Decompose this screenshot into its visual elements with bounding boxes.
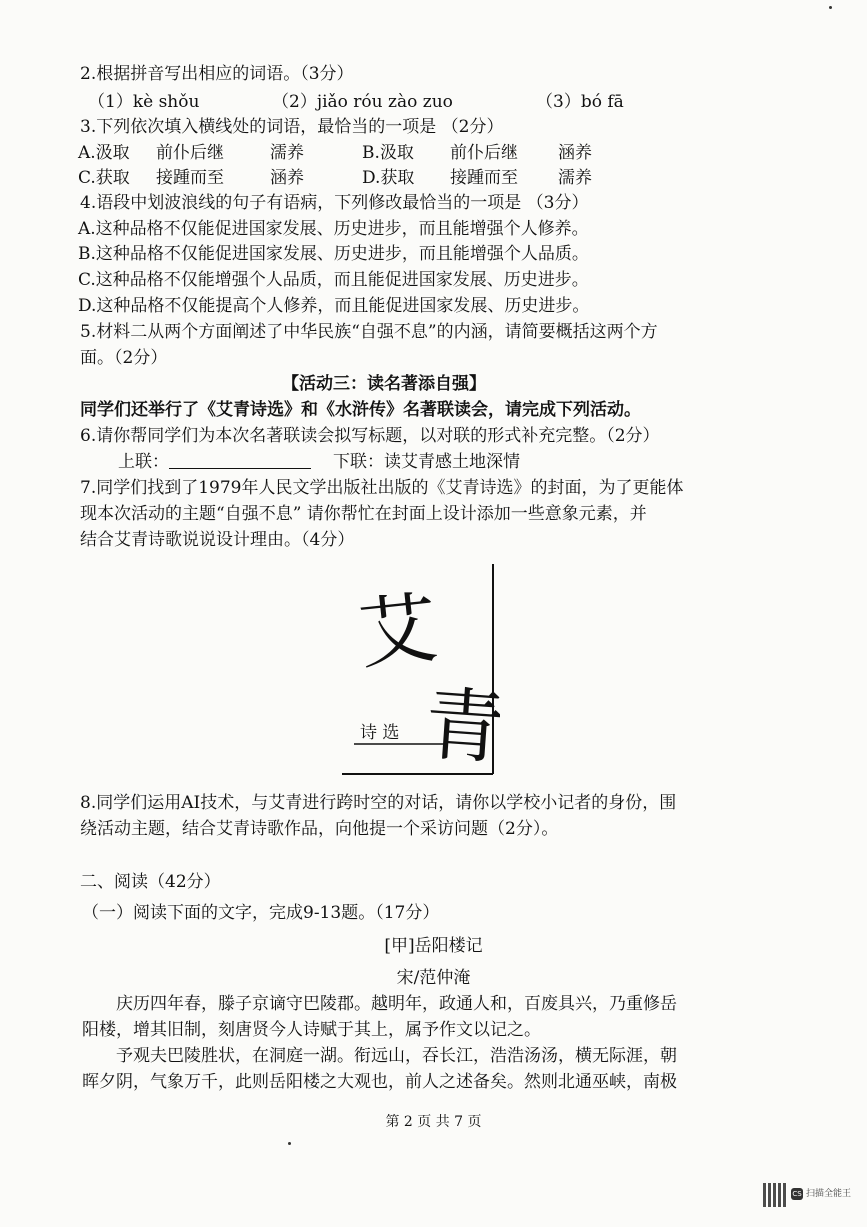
- q7-line-3: 结合艾青诗歌说说设计理由。（4分）: [80, 530, 355, 550]
- q3-d-word3: 濡养: [558, 168, 592, 188]
- activity3-title: 【活动三：读名著添自强】: [282, 374, 486, 394]
- qr-code-icon: [763, 1183, 787, 1207]
- cover-art: [340, 562, 500, 776]
- page-number: 第 2 页 共 7 页: [385, 1114, 482, 1130]
- q7-line-1: 7.同学们找到了1979年人民文学出版社出版的《艾青诗选》的封面，为了更能体: [80, 478, 684, 498]
- q3-b-word3: 涵养: [558, 143, 592, 163]
- scan-speck: [829, 6, 832, 9]
- q3-c-word1: C.获取: [78, 168, 130, 188]
- book-cover: [340, 562, 500, 776]
- cover-subtitle: 诗 选: [360, 723, 400, 743]
- scanner-watermark: [791, 1186, 851, 1200]
- q3-option-a: [78, 141, 304, 165]
- q3-option-d: [362, 166, 592, 190]
- q4-option-a: A.这种品格不仅能促进国家发展、历史进步，而且能增强个人修养。: [78, 219, 589, 239]
- section2-title: 二、阅读（42分）: [80, 872, 221, 892]
- activity3-intro: 同学们还举行了《艾青诗选》和《水浒传》名著联读会，请完成下列活动。: [80, 400, 641, 420]
- scanner-logo-icon: CS: [792, 1190, 802, 1198]
- passage-author: 宋/范仲淹: [396, 968, 471, 988]
- scanner-watermark-text: 扫描全能王: [806, 1189, 852, 1199]
- q3-d-word1: D.获取: [362, 168, 415, 188]
- q5-line-1: 5.材料二从两个方面阐述了中华民族“自强不息”的内涵，请简要概括这两个方: [80, 322, 658, 342]
- q4-option-d: D.这种品格不仅能提高个人修养，而且能促进国家发展、历史进步。: [78, 296, 590, 316]
- q4-stem: 4.语段中划波浪线的句子有语病，下列修改最恰当的一项是 （3分）: [80, 193, 589, 213]
- couplet-line: [118, 450, 520, 474]
- passage-p2-line-1: 予观夫巴陵胜状，在洞庭一湖。衔远山，吞长江，浩浩汤汤，横无际涯，朝: [116, 1046, 677, 1066]
- q3-a-word1: A.汲取: [78, 143, 130, 163]
- q6-stem: 6.请你帮同学们为本次名著联读会拟写标题，以对联的形式补充完整。（2分）: [80, 426, 660, 446]
- part1-title: （一）阅读下面的文字，完成9-13题。（17分）: [82, 903, 440, 923]
- couplet-upper-blank[interactable]: [169, 450, 311, 469]
- passage-p1-line-2: 阳楼，增其旧制，刻唐贤今人诗赋于其上，属予作文以记之。: [82, 1020, 541, 1040]
- couplet-lower: 下联：读艾青感土地深情: [333, 452, 520, 472]
- q5-line-2: 面。（2分）: [80, 348, 168, 368]
- passage-p2-line-2: 晖夕阴，气象万千，此则岳阳楼之大观也，前人之述备矣。然则北通巫峡，南极: [82, 1072, 677, 1092]
- q3-b-word2: 前仆后继: [450, 143, 518, 163]
- scan-speck: [288, 1142, 291, 1145]
- q4-option-b: B.这种品格不仅能促进国家发展、历史进步，而且能增强个人品质。: [78, 244, 589, 264]
- q7-line-2: 现本次活动的主题“自强不息” 请你帮忙在封面上设计添加一些意象元素，并: [80, 504, 647, 524]
- q4-option-c: C.这种品格不仅能增强个人品质，而且能促进国家发展、历史进步。: [78, 270, 589, 290]
- passage-p1-line-1: 庆历四年春，滕子京谪守巴陵郡。越明年，政通人和，百废具兴，乃重修岳: [116, 994, 677, 1014]
- passage-title: [甲]岳阳楼记: [384, 936, 483, 956]
- q3-b-word1: B.汲取: [362, 143, 414, 163]
- q2-stem: 2.根据拼音写出相应的词语。（3分）: [80, 64, 354, 84]
- q3-c-word2: 接踵而至: [156, 168, 224, 188]
- q3-a-word2: 前仆后继: [156, 143, 224, 163]
- cover-char-ai: 艾: [354, 583, 442, 681]
- q3-a-word3: 濡养: [270, 143, 304, 163]
- q3-stem: 3.下列依次填入横线处的词语，最恰当的一项是 （2分）: [80, 117, 504, 137]
- q2-item-2: （2）jiǎo róu zào zuo: [272, 92, 453, 112]
- q8-line-2: 绕活动主题，结合艾青诗歌作品，向他提一个采访问题（2分）。: [80, 819, 559, 839]
- q2-item-1: （1）kè shǒu: [88, 92, 200, 112]
- q3-option-b: [362, 141, 592, 165]
- cover-char-qing: 青: [421, 677, 500, 776]
- q3-c-word3: 涵养: [270, 168, 304, 188]
- couplet-upper-label: 上联：: [118, 452, 169, 472]
- q3-d-word2: 接踵而至: [450, 168, 518, 188]
- q8-line-1: 8.同学们运用AI技术，与艾青进行跨时空的对话，请你以学校小记者的身份，围: [80, 793, 677, 813]
- q3-option-c: [78, 166, 304, 190]
- q2-item-3: （3）bó fā: [536, 92, 624, 112]
